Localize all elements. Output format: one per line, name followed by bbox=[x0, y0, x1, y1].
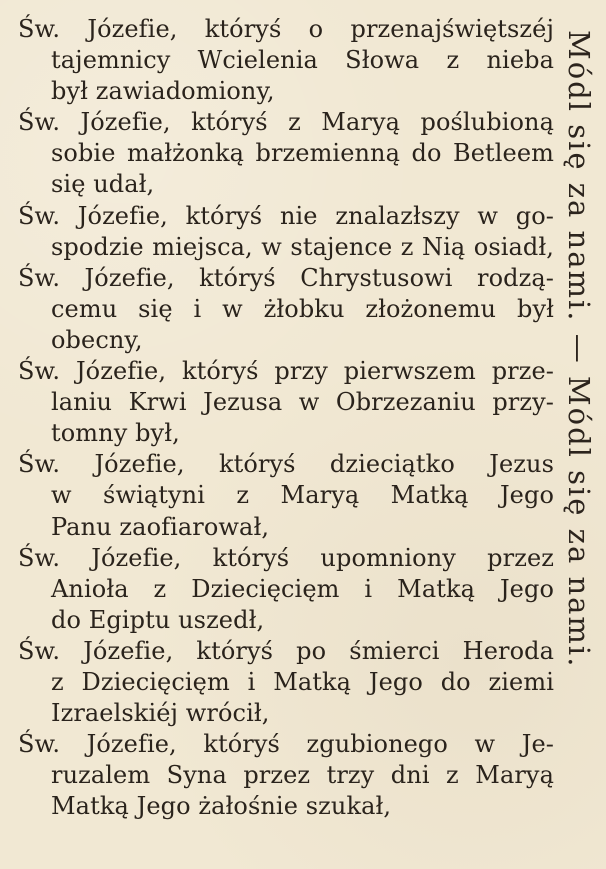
litany-line-20: do Egiptu uszedł, bbox=[51, 605, 265, 634]
litany-line-15: Św. Józefie, któryś dzieciątko Jezus bbox=[18, 450, 554, 479]
litany-line-1: Św. Józefie, któryś o przenajświętszéj bbox=[18, 15, 554, 43]
litany-line-8: spodzie miejsca, w stajence z Nią osiadł, bbox=[51, 232, 554, 261]
litany-line-9: Św. Józefie, któryś Chrystusowi rodzą- bbox=[18, 263, 554, 292]
litany-line-16: w świątyni z Maryą Matką Jego bbox=[51, 481, 554, 510]
litany-line-23: Izraelskiéj wrócił, bbox=[51, 699, 270, 728]
litany-line-17: Panu zaofiarował, bbox=[51, 512, 270, 541]
litany-line-7: Św. Józefie, któryś nie znalazłszy w go- bbox=[18, 201, 554, 230]
litany-line-14: tomny był, bbox=[51, 419, 180, 448]
litany-line-25: ruzalem Syna przez trzy dni z Maryą bbox=[51, 761, 554, 790]
litany-text-column bbox=[18, 14, 554, 822]
litany-line-11: obecny, bbox=[51, 325, 143, 354]
litany-line-4: Św. Józefie, któryś z Maryą poślubioną bbox=[18, 108, 554, 137]
litany-line-3: był zawiadomiony, bbox=[51, 77, 275, 106]
litany-line-18: Św. Józefie, któryś upomniony przez bbox=[18, 543, 554, 572]
litany-line-21: Św. Józefie, któryś po śmierci Heroda bbox=[18, 636, 554, 665]
litany-line-6: się udał, bbox=[51, 170, 155, 199]
litany-line-22: z Dziecięcięm i Matką Jego do ziemi bbox=[51, 667, 554, 696]
litany-line-26: Matką Jego żałośnie szukał, bbox=[51, 792, 392, 821]
litany-line-10: cemu się i w żłobku złożonemu był bbox=[51, 294, 554, 323]
litany-line-2: tajemnicy Wcielenia Słowa z nieba bbox=[51, 46, 554, 75]
litany-line-5: sobie małżonką brzemienną do Betleem bbox=[51, 139, 554, 168]
litany-line-13: laniu Krwi Jezusa w Obrzezaniu przy- bbox=[51, 388, 554, 417]
litany-line-12: Św. Józefie, któryś przy pierwszem prze- bbox=[18, 357, 554, 386]
litany-line-24: Św. Józefie, któryś zgubionego w Je- bbox=[18, 730, 554, 759]
side-response: Módl się za nami. — Módl się za nami. bbox=[562, 30, 596, 669]
litany-line-19: Anioła z Dziecięcięm i Matką Jego bbox=[51, 574, 554, 603]
